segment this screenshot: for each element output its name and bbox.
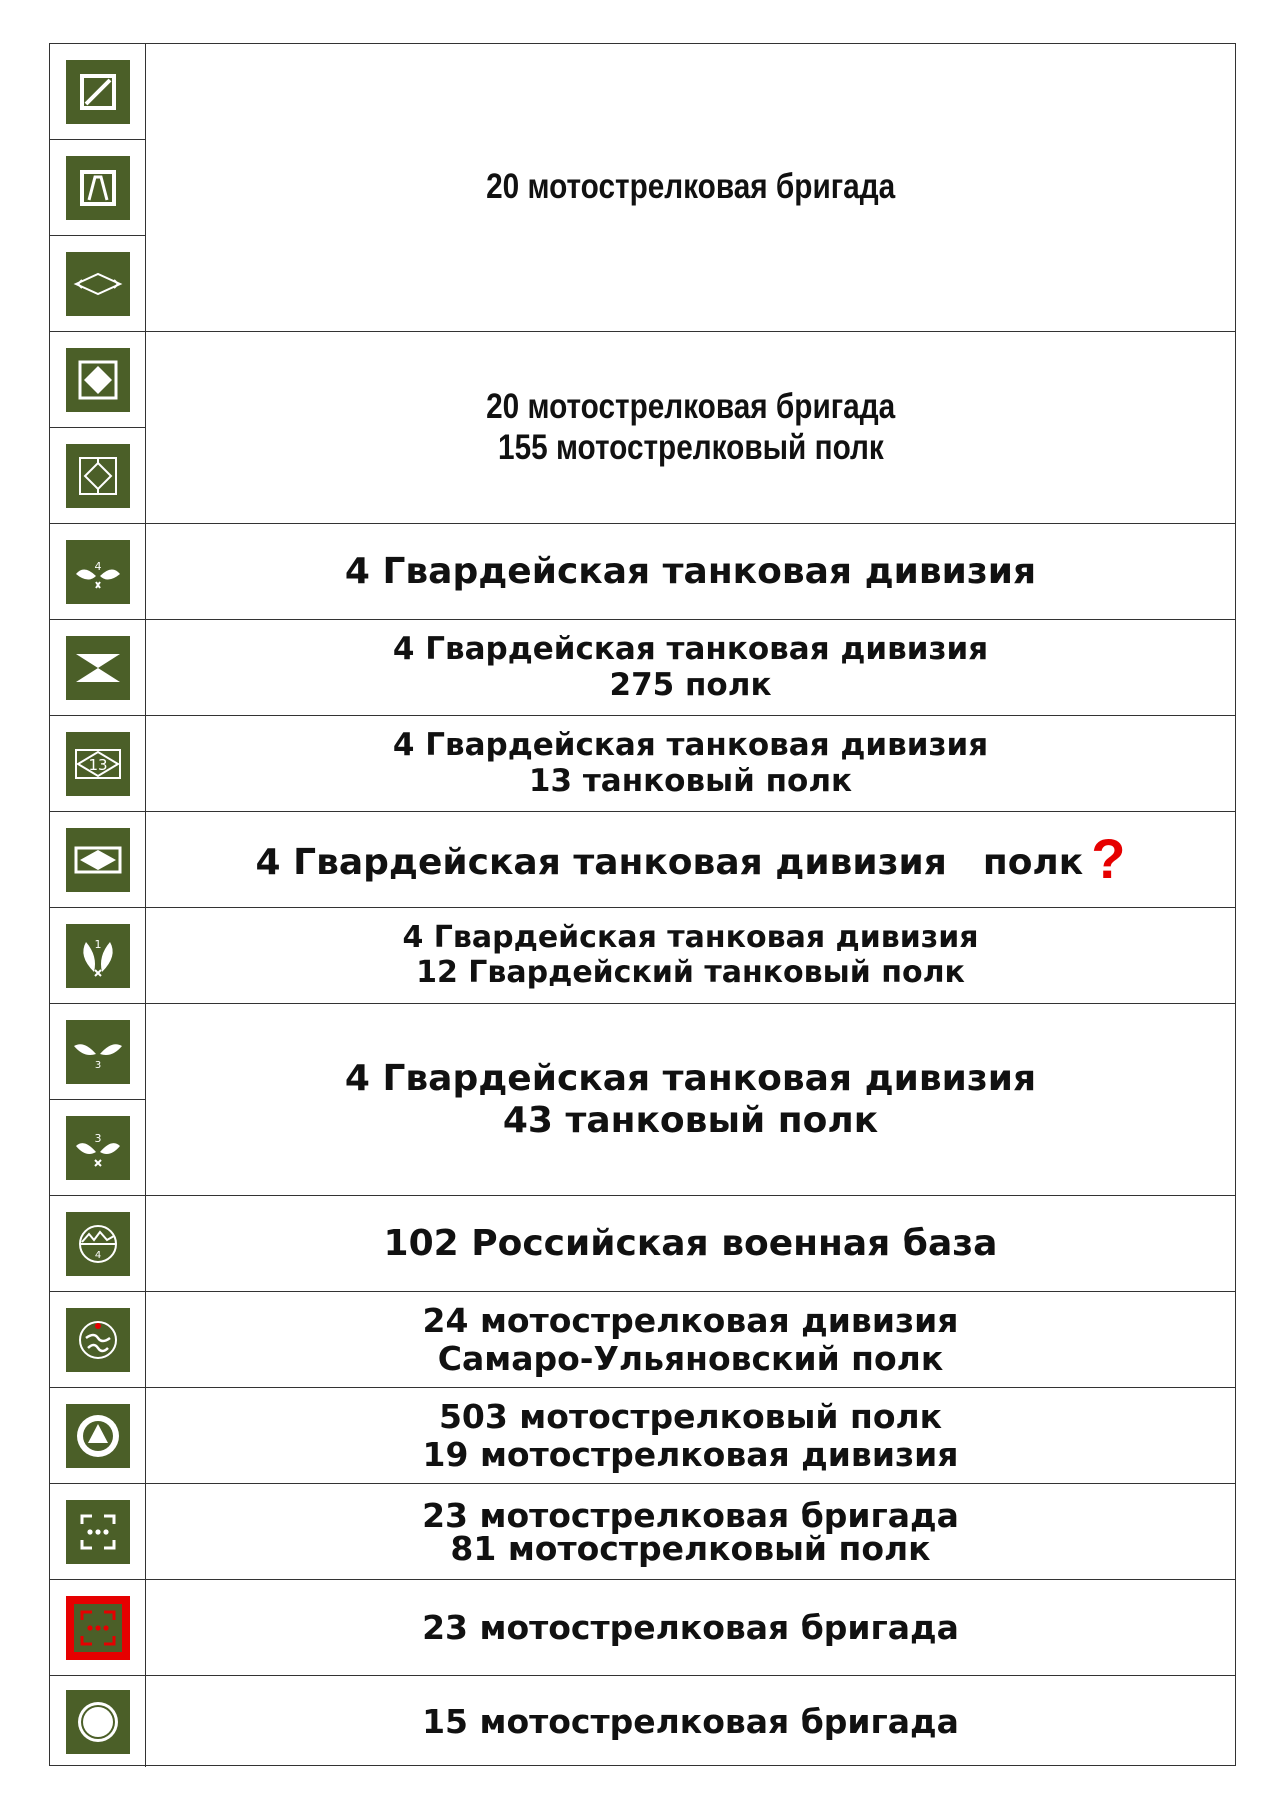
icon-column bbox=[50, 716, 146, 811]
table-row bbox=[50, 1580, 1235, 1676]
ring-icon bbox=[66, 1690, 130, 1754]
question-mark: ? bbox=[1091, 827, 1126, 891]
row-caption bbox=[146, 1580, 1235, 1675]
table-row bbox=[50, 44, 1235, 332]
icon-cell bbox=[50, 428, 145, 524]
icon-column bbox=[50, 524, 146, 619]
icon-column bbox=[50, 1580, 146, 1675]
numbered-diamond-icon bbox=[66, 732, 130, 796]
svg-text:13: 13 bbox=[87, 756, 108, 774]
table-row bbox=[50, 716, 1235, 812]
table-row bbox=[50, 812, 1235, 908]
oak-wreath-icon bbox=[66, 540, 130, 604]
oak-wreath-icon bbox=[66, 924, 130, 988]
oak-wreath-icon bbox=[66, 1116, 130, 1180]
row-caption bbox=[146, 524, 1235, 619]
icon-column bbox=[50, 332, 146, 523]
caption-line: 20 мотострелковая бригада bbox=[485, 387, 896, 427]
caption-text: 4 Гвардейская танковая дивизия bbox=[255, 842, 947, 884]
icon-cell bbox=[50, 1388, 145, 1484]
icon-cell bbox=[50, 1292, 145, 1388]
caption-line: 12 Гвардейский танковый полк bbox=[416, 954, 965, 990]
icon-cell bbox=[50, 1676, 145, 1767]
svg-text:1: 1 bbox=[94, 938, 101, 951]
icon-cell bbox=[50, 620, 145, 716]
icon-column bbox=[50, 620, 146, 715]
caption-line: 23 мотострелковая бригада bbox=[422, 1607, 959, 1647]
icon-cell bbox=[50, 1100, 145, 1196]
caption-line: 43 танковый полк bbox=[502, 1099, 879, 1141]
icon-column bbox=[50, 1196, 146, 1291]
icon-cell bbox=[50, 1004, 145, 1100]
icon-cell bbox=[50, 332, 145, 428]
caption-line: 503 мотострелковый полк bbox=[438, 1396, 943, 1436]
icon-column bbox=[50, 1388, 146, 1483]
table-row bbox=[50, 908, 1235, 1004]
icon-cell bbox=[50, 524, 145, 620]
caption-line: 4 Гвардейская танковая дивизия bbox=[392, 630, 989, 667]
caption-line: 4 Гвардейская танковая дивизия bbox=[402, 920, 979, 955]
caption-line: Самаро-Ульяновский полк bbox=[437, 1338, 944, 1378]
table-row bbox=[50, 332, 1235, 524]
icon-cell bbox=[50, 236, 145, 332]
triangle-circle-icon bbox=[66, 1404, 130, 1468]
dotted-bracket-icon bbox=[66, 1500, 130, 1564]
river-circle-icon bbox=[66, 1308, 130, 1372]
envelope-icon bbox=[66, 636, 130, 700]
svg-text:3: 3 bbox=[94, 1059, 101, 1071]
diamond-arrows-icon bbox=[66, 252, 130, 316]
oak-wreath-icon bbox=[66, 1020, 130, 1084]
icon-column bbox=[50, 44, 146, 331]
caption-line: 15 мотострелковая бригада bbox=[422, 1701, 959, 1741]
caption-line bbox=[256, 827, 1126, 891]
red-dotted-bracket-icon bbox=[66, 1596, 130, 1660]
icon-column bbox=[50, 1484, 146, 1579]
row-caption bbox=[146, 332, 1235, 523]
row-caption bbox=[146, 620, 1235, 715]
table-row bbox=[50, 1004, 1235, 1196]
svg-text:4: 4 bbox=[94, 1250, 101, 1261]
table-row bbox=[50, 524, 1235, 620]
row-caption bbox=[146, 908, 1235, 1003]
caption-line: 275 полк bbox=[609, 666, 772, 703]
caption-line: 19 мотострелковая дивизия bbox=[422, 1434, 959, 1474]
icon-cell bbox=[50, 1580, 145, 1676]
table-row bbox=[50, 1196, 1235, 1292]
caption-line: 4 Гвардейская танковая дивизия bbox=[392, 726, 989, 763]
icon-cell bbox=[50, 908, 145, 1004]
emblem-table bbox=[49, 43, 1236, 1766]
row-caption bbox=[146, 1196, 1235, 1291]
diamond-target-icon bbox=[66, 444, 130, 508]
icon-column bbox=[50, 1004, 146, 1195]
row-caption bbox=[146, 1004, 1235, 1195]
caption-line: 102 Российская военная база bbox=[383, 1222, 998, 1264]
svg-text:4: 4 bbox=[94, 560, 101, 573]
trapezoid-box-icon bbox=[66, 156, 130, 220]
slash-box-icon bbox=[66, 60, 130, 124]
row-caption bbox=[146, 1484, 1235, 1579]
caption-line: 20 мотострелковая бригада bbox=[485, 167, 896, 207]
caption-line: 155 мотострелковый полк bbox=[497, 427, 884, 467]
icon-cell bbox=[50, 1196, 145, 1292]
caption-line: 13 танковый полк bbox=[528, 762, 853, 799]
caption-line: 23 мотострелковая бригада bbox=[422, 1495, 959, 1535]
caption-line: 4 Гвардейская танковая дивизия bbox=[344, 1058, 1037, 1100]
icon-column bbox=[50, 1676, 146, 1767]
icon-cell bbox=[50, 1484, 145, 1580]
mountain-circle-icon bbox=[66, 1212, 130, 1276]
table-row bbox=[50, 1676, 1235, 1767]
icon-cell bbox=[50, 812, 145, 908]
table-row bbox=[50, 1292, 1235, 1388]
caption-line: 4 Гвардейская танковая дивизия bbox=[344, 550, 1037, 592]
caption-line: 24 мотострелковая дивизия bbox=[422, 1300, 959, 1340]
row-caption bbox=[146, 44, 1235, 331]
icon-column bbox=[50, 908, 146, 1003]
table-row bbox=[50, 1484, 1235, 1580]
diamond-rect-icon bbox=[66, 828, 130, 892]
caption-line: 81 мотострелковый полк bbox=[450, 1528, 931, 1568]
row-caption bbox=[146, 1676, 1235, 1767]
icon-cell bbox=[50, 716, 145, 812]
table-row bbox=[50, 620, 1235, 716]
caption-suffix: полк bbox=[982, 842, 1084, 884]
icon-column bbox=[50, 812, 146, 907]
row-caption bbox=[146, 716, 1235, 811]
icon-cell bbox=[50, 44, 145, 140]
svg-text:3: 3 bbox=[94, 1132, 101, 1145]
row-caption bbox=[146, 1388, 1235, 1483]
row-caption bbox=[146, 1292, 1235, 1387]
icon-column bbox=[50, 1292, 146, 1387]
icon-cell bbox=[50, 140, 145, 236]
table-row bbox=[50, 1388, 1235, 1484]
row-caption bbox=[146, 812, 1235, 907]
diamond-box-icon bbox=[66, 348, 130, 412]
